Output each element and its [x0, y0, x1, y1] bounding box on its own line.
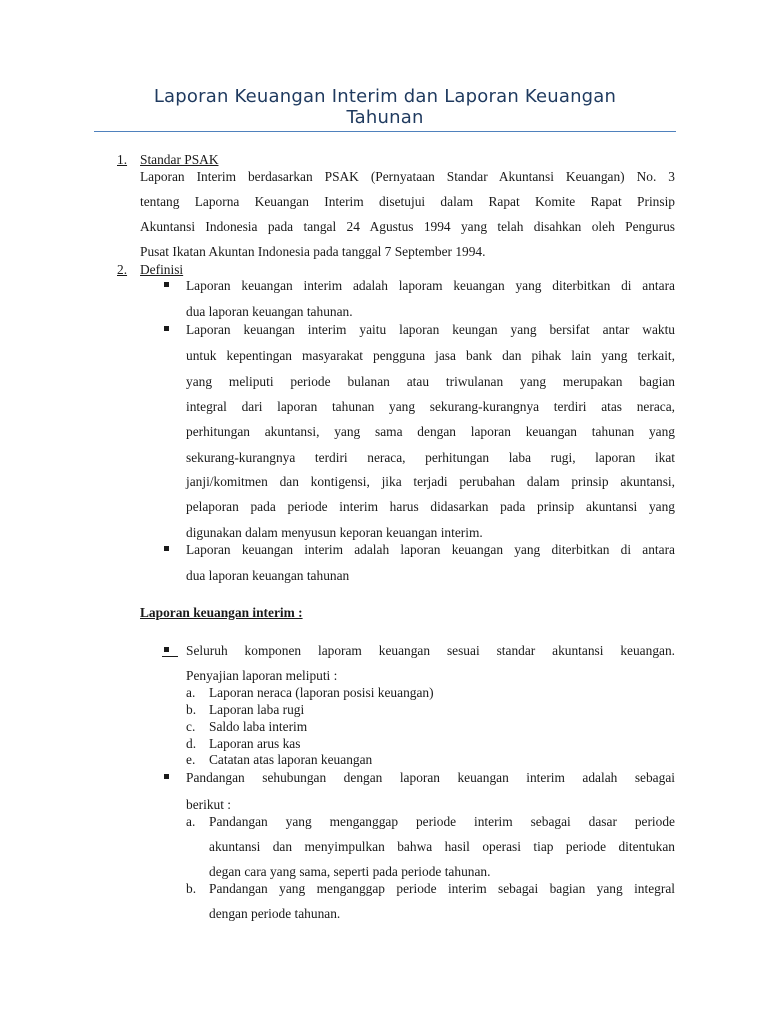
section-2-number: 2. [117, 262, 128, 277]
section-3-heading: Laporan keuangan interim : [140, 605, 303, 620]
definition-2-line: janji/komitmen dan kontigensi, jika terjadi perubahan dalam prinsip akuntansi, [186, 474, 675, 489]
list-item: Catatan atas laporan keuangan [209, 752, 373, 767]
view-a-line: akuntansi dan menyimpulkan bahwa hasil operasi tiap periode ditentukan [209, 839, 675, 854]
section-1-line: Laporan Interim berdasarkan PSAK (Pernyataan Standar Akuntansi Keuangan) No. 3 [140, 169, 675, 184]
list-item: Laporan neraca (laporan posisi keuangan) [209, 685, 434, 700]
definition-1-line: dua laporan keuangan tahunan. [186, 304, 353, 319]
definition-2-line: digunakan dalam menyusun keporan keuangan interim. [186, 525, 483, 540]
definition-2-line: pelaporan pada periode interim harus didasarkan pada prinsip akuntansi yang [186, 499, 675, 514]
bullet-icon [164, 282, 169, 287]
section-1-heading: Standar PSAK [140, 152, 219, 167]
component-line: Seluruh komponen laporam keuangan sesuai standar akuntansi keuangan. [186, 643, 675, 658]
view-a-line: degan cara yang sama, seperti pada periode tahunan. [209, 864, 491, 879]
definition-2-line: perhitungan akuntansi, yang sama dengan laporan keuangan tahunan yang [186, 424, 675, 439]
definition-2-line: untuk kepentingan masyarakat pengguna jasa bank dan pihak lain yang terkait, [186, 348, 675, 363]
list-marker: c. [186, 719, 196, 734]
definition-3-line: dua laporan keuangan tahunan [186, 568, 350, 583]
definition-1-line: Laporan keuangan interim adalah laporam keuangan yang diterbitkan di antara [186, 278, 675, 293]
list-marker: b. [186, 702, 197, 717]
list-marker: d. [186, 736, 197, 751]
bullet-icon [164, 326, 169, 331]
component-line: Penyajian laporan meliputi : [186, 668, 338, 683]
list-marker: a. [186, 814, 196, 829]
title-line-1: Laporan Keuangan Interim dan Laporan Keuangan [153, 86, 617, 107]
list-marker: e. [186, 752, 196, 767]
section-1-line: tentang Laporna Keuangan Interim disetujui dalam Rapat Komite Rapat Prinsip [140, 194, 675, 209]
list-marker: b. [186, 881, 197, 896]
bullet-underline [162, 656, 178, 657]
section-1-line: Pusat Ikatan Akuntan Indonesia pada tanggal 7 September 1994. [140, 244, 486, 259]
view-b-line: dengan periode tahunan. [209, 906, 341, 921]
title-line-2: Tahunan [346, 107, 424, 128]
list-marker: a. [186, 685, 196, 700]
section-2-heading: Definisi [140, 262, 184, 277]
bullet-icon [164, 774, 169, 779]
view-line: berikut : [186, 797, 231, 812]
view-a-line: Pandangan yang menganggap periode interim sebagai dasar periode [209, 814, 675, 829]
view-line: Pandangan sehubungan dengan laporan keuangan interim adalah sebagai [186, 770, 675, 785]
bullet-icon [164, 647, 169, 652]
section-1-line: Akuntansi Indonesia pada tangal 24 Agustus 1994 yang telah disahkan oleh Pengurus [140, 219, 675, 234]
definition-2-line: sekurang-kurangnya terdiri neraca, perhitungan laba rugi, laporan ikat [186, 450, 675, 465]
definition-2-line: integral dari laporan tahunan yang sekurang-kurangnya terdiri atas neraca, [186, 399, 675, 414]
definition-2-line: Laporan keuangan interim yaitu laporan keungan yang bersifat antar waktu [186, 322, 675, 337]
bullet-icon [164, 546, 169, 551]
list-item: Saldo laba interim [209, 719, 308, 734]
list-item: Laporan laba rugi [209, 702, 305, 717]
definition-3-line: Laporan keuangan interim adalah laporan keuangan yang diterbitkan di antara [186, 542, 675, 557]
list-item: Laporan arus kas [209, 736, 301, 751]
document-title [94, 86, 676, 128]
title-divider [94, 131, 676, 132]
section-1-number: 1. [117, 152, 128, 167]
definition-2-line: yang meliputi periode bulanan atau triwulanan yang merupakan bagian [186, 374, 675, 389]
view-b-line: Pandangan yang menganggap periode interim sebagai bagian yang integral [209, 881, 675, 896]
